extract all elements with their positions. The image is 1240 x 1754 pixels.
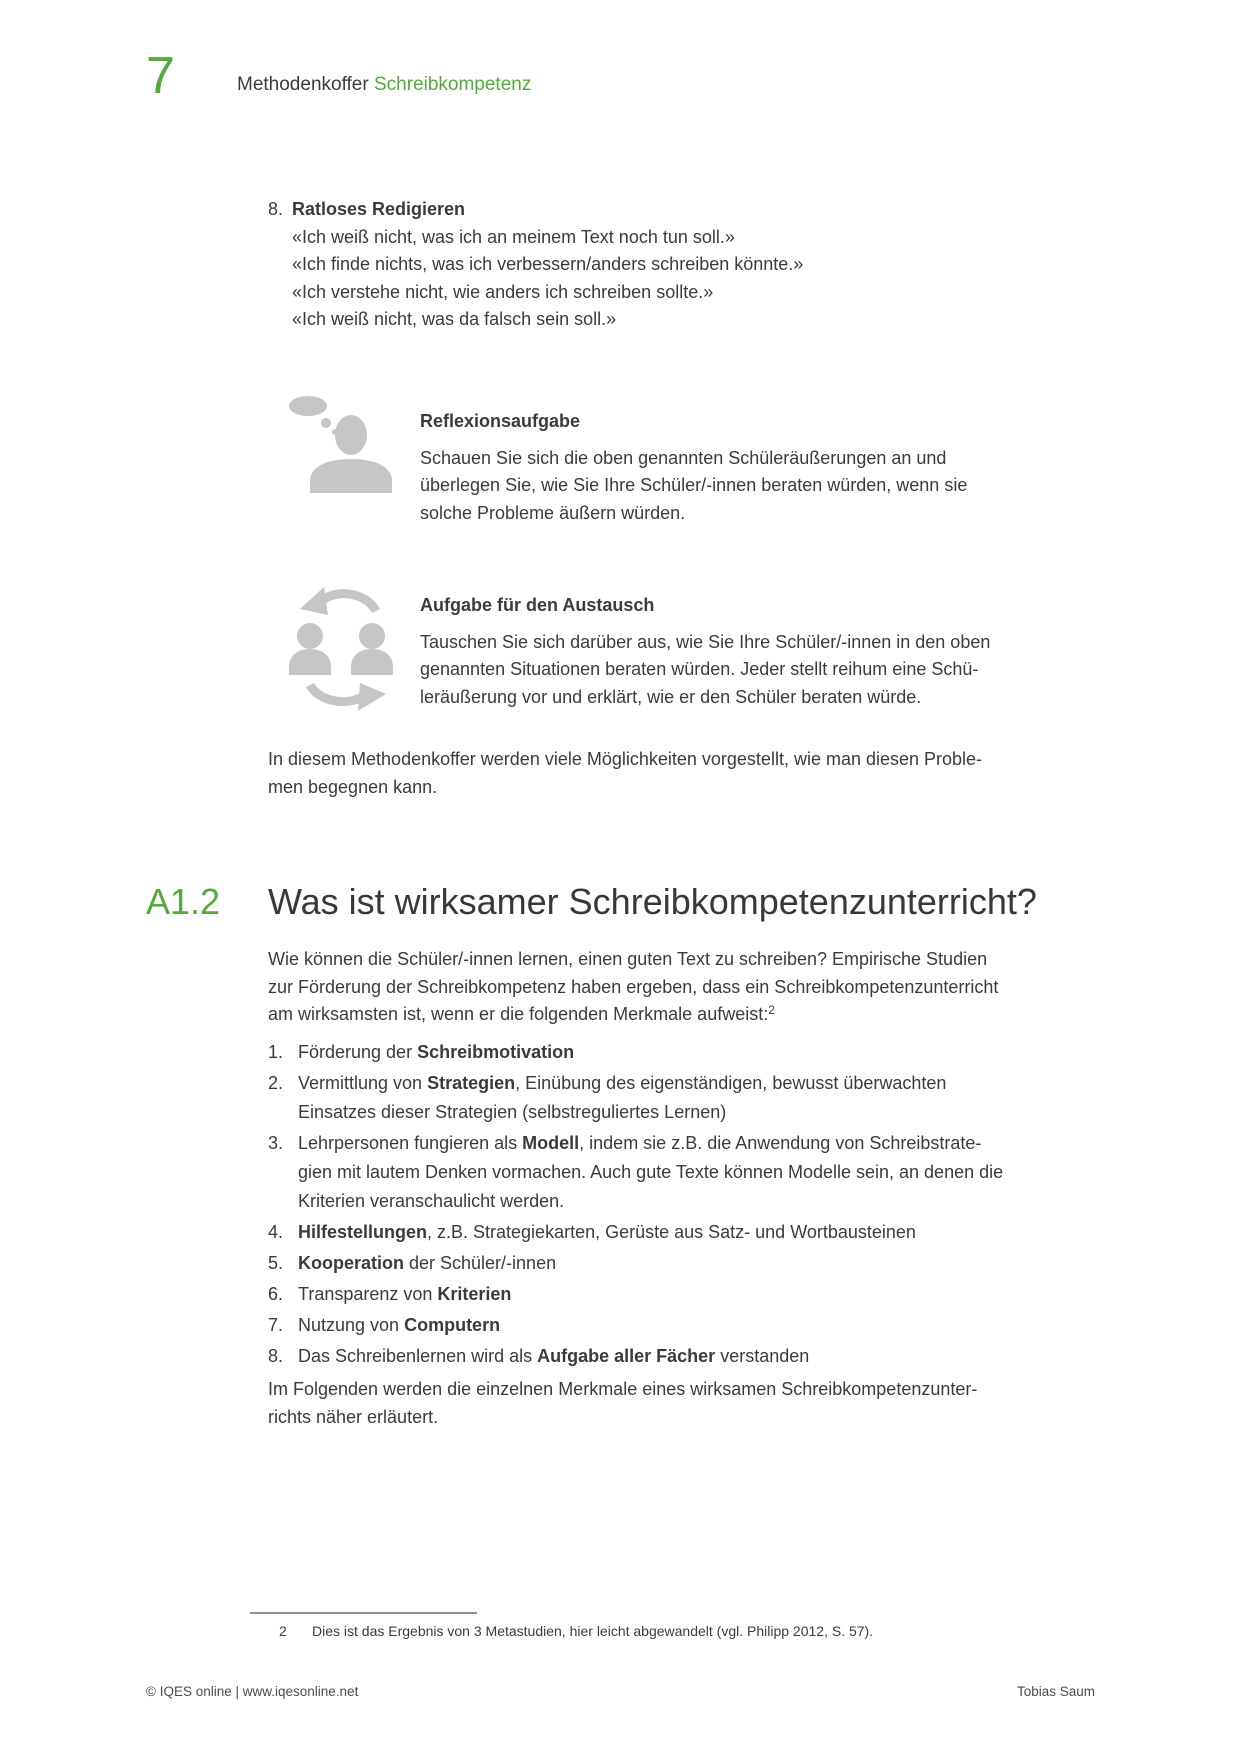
problem-item-title: Ratloses Redigieren <box>292 199 466 219</box>
quote: «Ich finde nichts, was ich verbessern/anders schreiben könnte.» <box>292 254 804 274</box>
list-item: 7. Nutzung von Computern <box>268 1311 1003 1340</box>
list-item-number: 2. <box>268 1073 284 1093</box>
list-item: 1. Förderung der Schreibmotivation <box>268 1038 1003 1067</box>
quote: «Ich weiß nicht, was da falsch sein soll.» <box>292 309 617 329</box>
footer-author: Tobias Saum <box>1016 1684 1095 1699</box>
task-heading: Reflexionsaufgabe <box>420 411 581 431</box>
quote: «Ich verstehe nicht, wie anders ich schreiben sollte.» <box>292 281 714 302</box>
page-number: 7 <box>146 47 175 105</box>
intro-paragraph: Wie können die Schüler/-innen lernen, einen guten Text zu schreiben? Empirische Studien zur Förderung der Schreibkompetenz haben ergeben, dass ein Schreibkompetenzunterricht am wirksamsten ist, wenn er die folgenden Merkmale aufweist:$^2$ <box>268 949 999 1024</box>
list-item-number: 5. <box>268 1253 284 1273</box>
task-heading: Aufgabe für den Austausch <box>420 595 655 615</box>
closing-paragraph: Im Folgenden werden die einzelnen Merkmale eines wirksamen Schreibkompetenzunter- richts näher erläutert. <box>268 1379 978 1427</box>
section-label: A1.2 <box>146 881 221 922</box>
quote: «Ich weiß nicht, was ich an meinem Text noch tun soll.» <box>292 226 735 247</box>
list-item-number: 7. <box>268 1315 284 1335</box>
list-item: 3. Lehrpersonen fungieren als Modell, indem sie z.B. die Anwendung von Schreibstrate- gien mit lautem Denken vormachen. Auch gute Texte können Modelle sein, an denen die Kriterien veranschaulicht werden. <box>268 1129 1003 1216</box>
list-item-number: 6. <box>268 1284 284 1304</box>
paragraph-methodenkoffer: In diesem Methodenkoffer werden viele Möglichkeiten vorgestellt, wie man diesen Proble- men begegnen kann. <box>268 749 983 797</box>
header-title-green: Schreibkompetenz <box>373 74 532 95</box>
list-item: 8. Das Schreibenlernen wird als Aufgabe aller Fächer verstanden <box>268 1342 1003 1371</box>
list-item: 2. Vermittlung von Strategien, Einübung des eigenständigen, bewusst überwachten Einsatzes dieser Strategien (selbstreguliertes Lernen) <box>268 1069 1003 1127</box>
footer-copyright: © IQES online | www.iqesonline.net <box>146 1684 359 1699</box>
reflection-task <box>420 408 967 527</box>
list-item: 5. Kooperation der Schüler/-innen <box>268 1249 1003 1278</box>
problem-item-8 <box>268 196 803 334</box>
footnote-text: Dies ist das Ergebnis von 3 Metastudien, hier leicht abgewandelt (vgl. Philipp 2012, S. 57). <box>312 1623 874 1639</box>
exchange-task <box>420 592 990 711</box>
merkmale-list <box>268 1038 1003 1373</box>
task-body: Tauschen Sie sich darüber aus, wie Sie Ihre Schüler/-innen in den oben genannten Situationen beraten würden. Jeder stellt reihum eine Schü- leräußerung vor und erklärt, wie er den Schüler beraten würde. <box>420 631 991 707</box>
problem-item-title-line <box>268 196 803 224</box>
running-header <box>237 74 531 97</box>
people-exchange-icon <box>288 585 398 712</box>
footnote <box>279 1621 873 1641</box>
list-item-number: 1. <box>268 1042 284 1062</box>
person-thinking-icon <box>288 393 398 493</box>
list-item-number: 8. <box>268 1346 284 1366</box>
section-title: Was ist wirksamer Schreibkompetenzunterricht? <box>268 881 1037 922</box>
header-title-dark: Methodenkoffer <box>237 74 369 95</box>
footnote-number: 2 <box>279 1623 287 1639</box>
list-item-number: 8. <box>268 199 284 219</box>
list-item: 6. Transparenz von Kriterien <box>268 1280 1003 1309</box>
footnote-reference: 2 <box>768 1003 775 1017</box>
list-item: 4. Hilfestellungen, z.B. Strategiekarten, Gerüste aus Satz- und Wortbausteinen <box>268 1218 1003 1247</box>
student-quotes <box>292 224 803 334</box>
list-item-number: 3. <box>268 1133 284 1153</box>
task-body: Schauen Sie sich die oben genannten Schüleräußerungen an und überlegen Sie, wie Sie Ihre Schüler/-innen beraten würden, wenn sie solche Probleme äußern würden. <box>420 447 968 523</box>
list-item-number: 4. <box>268 1222 284 1242</box>
footnote-divider <box>250 1612 477 1614</box>
